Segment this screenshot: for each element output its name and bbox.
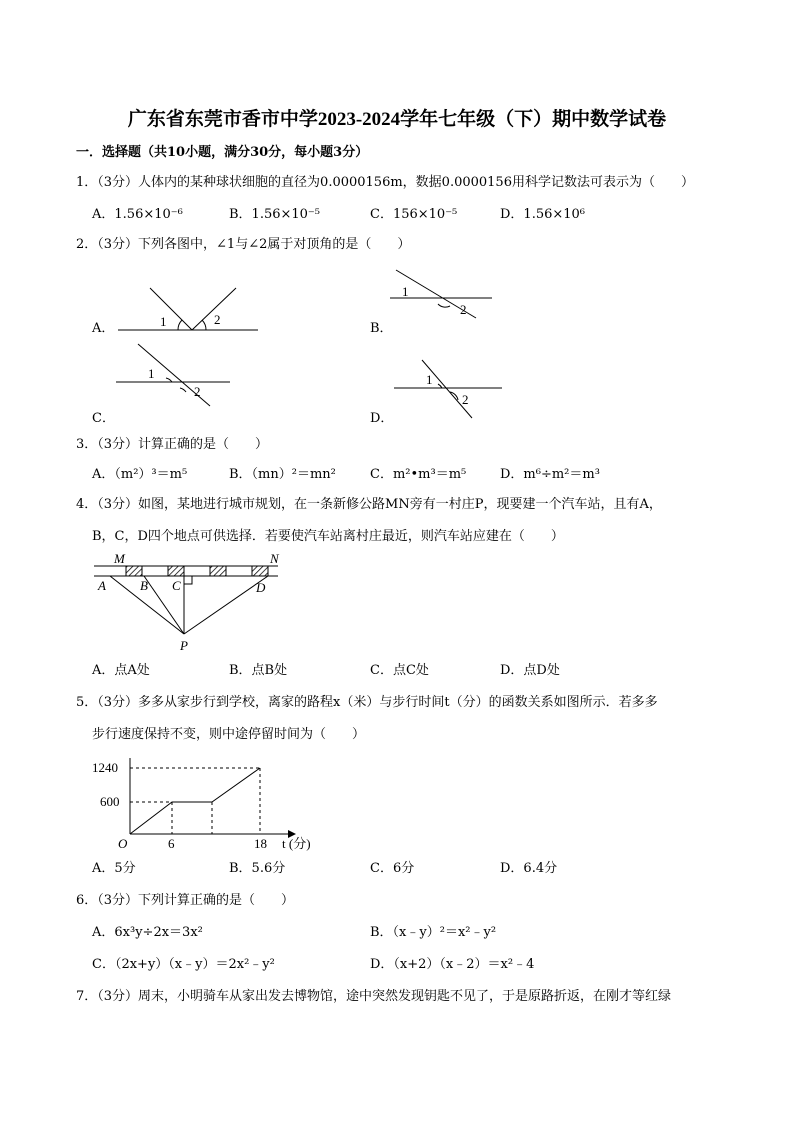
question-4-stem-line1: 4．（3分）如图，某地进行城市规划，在一条新修公路MN旁有一村庄P，现要建一个汽车站，且有A，	[76, 497, 662, 512]
y-tick-1240: 1240	[92, 760, 118, 775]
q2-figure-c	[110, 340, 240, 410]
q2-option-d: D．	[370, 411, 394, 426]
y-tick-600: 600	[100, 794, 120, 809]
q3-option-d: D．m⁶÷m²＝m³	[500, 467, 600, 482]
question-7-stem: 7．（3分）周末，小明骑车从家出发去博物馆，途中突然发现钥匙不见了，于是原路折返，在刚才等红绿	[76, 989, 672, 1004]
x-tick-6: 6	[168, 836, 175, 851]
q1-option-b: B．1.56×10⁻⁵	[229, 207, 321, 222]
q1-option-d: D．1.56×10⁶	[500, 207, 586, 222]
angle-1-label: 1	[402, 284, 409, 299]
q5-distance-time-graph	[92, 752, 332, 856]
section-heading: 一．选择题（共10小题，满分30分，每小题3分）	[76, 145, 369, 160]
point-d-label: D	[256, 580, 266, 595]
origin-label: O	[118, 836, 128, 851]
q4-option-a: A．点A处	[92, 663, 150, 678]
q4-option-b: B．点B处	[229, 663, 288, 678]
question-5-stem-line1: 5．（3分）多多从家步行到学校，离家的路程x（米）与步行时间t（分）的函数关系如图所示．若多多	[76, 695, 658, 710]
question-6-stem: 6．（3分）下列计算正确的是（ ）	[76, 893, 295, 908]
q5-option-d: D．6.4分	[500, 861, 558, 876]
q6-option-a: A．6x³y÷2x＝3x²	[92, 925, 203, 940]
q2-option-a: A．	[92, 321, 115, 336]
point-p-label: P	[180, 638, 188, 653]
angle-2-label: 2	[462, 392, 469, 407]
page-title: 广东省东莞市香市中学2023-2024学年七年级（下）期中数学试卷	[127, 109, 667, 130]
q5-option-c: C．6分	[370, 861, 415, 876]
point-n-label: N	[270, 551, 279, 566]
question-1-stem: 1．（3分）人体内的某种球状细胞的直径为0.0000156m，数据0.0000156用科学记数法可表示为（ ）	[76, 175, 694, 190]
q5-option-a: A．5分	[92, 861, 136, 876]
angle-2-label: 2	[194, 384, 201, 399]
q2-figure-b	[388, 266, 498, 322]
point-b-label: B	[140, 578, 148, 593]
q4-road-figure	[92, 550, 292, 654]
point-c-label: C	[172, 578, 181, 593]
angle-1-label: 1	[426, 372, 433, 387]
point-m-label: M	[114, 551, 125, 566]
x-axis-label: t (分)	[282, 836, 311, 851]
question-3-stem: 3．（3分）计算正确的是（ ）	[76, 437, 269, 452]
q2-option-b: B．	[370, 321, 393, 336]
point-a-label: A	[98, 578, 106, 593]
q6-option-c: C．（2x+y）（x﹣y）＝2x²﹣y²	[92, 957, 275, 972]
x-tick-18: 18	[254, 836, 267, 851]
q2-figure-d	[388, 356, 508, 422]
question-2-stem: 2．（3分）下列各图中，∠1与∠2属于对顶角的是（ ）	[76, 237, 411, 252]
angle-1-label: 1	[160, 314, 167, 329]
angle-2-label: 2	[460, 302, 467, 317]
q2-option-c: C．	[92, 411, 115, 426]
q3-option-c: C．m²•m³＝m⁵	[370, 467, 467, 482]
q3-option-a: A．（m²）³＝m⁵	[92, 467, 188, 482]
angle-1-label: 1	[148, 366, 155, 381]
q6-option-b: B．（x﹣y）²＝x²﹣y²	[370, 925, 497, 940]
q2-figure-a	[110, 284, 270, 344]
angle-2-label: 2	[214, 312, 221, 327]
question-5-stem-line2: 步行速度保持不变，则中途停留时间为（ ）	[92, 727, 366, 742]
q5-option-b: B．5.6分	[229, 861, 286, 876]
q4-option-d: D．点D处	[500, 663, 560, 678]
question-4-stem-line2: B，C，D四个地点可供选择．若要使汽车站离村庄最近，则汽车站应建在（ ）	[92, 529, 564, 544]
q3-option-b: B．（mn）²＝mn²	[229, 467, 336, 482]
q1-option-a: A．1.56×10⁻⁶	[92, 207, 183, 222]
q4-option-c: C．点C处	[370, 663, 429, 678]
q1-option-c: C．156×10⁻⁵	[370, 207, 458, 222]
q6-option-d: D．（x+2）（x﹣2）＝x²﹣4	[370, 957, 535, 972]
